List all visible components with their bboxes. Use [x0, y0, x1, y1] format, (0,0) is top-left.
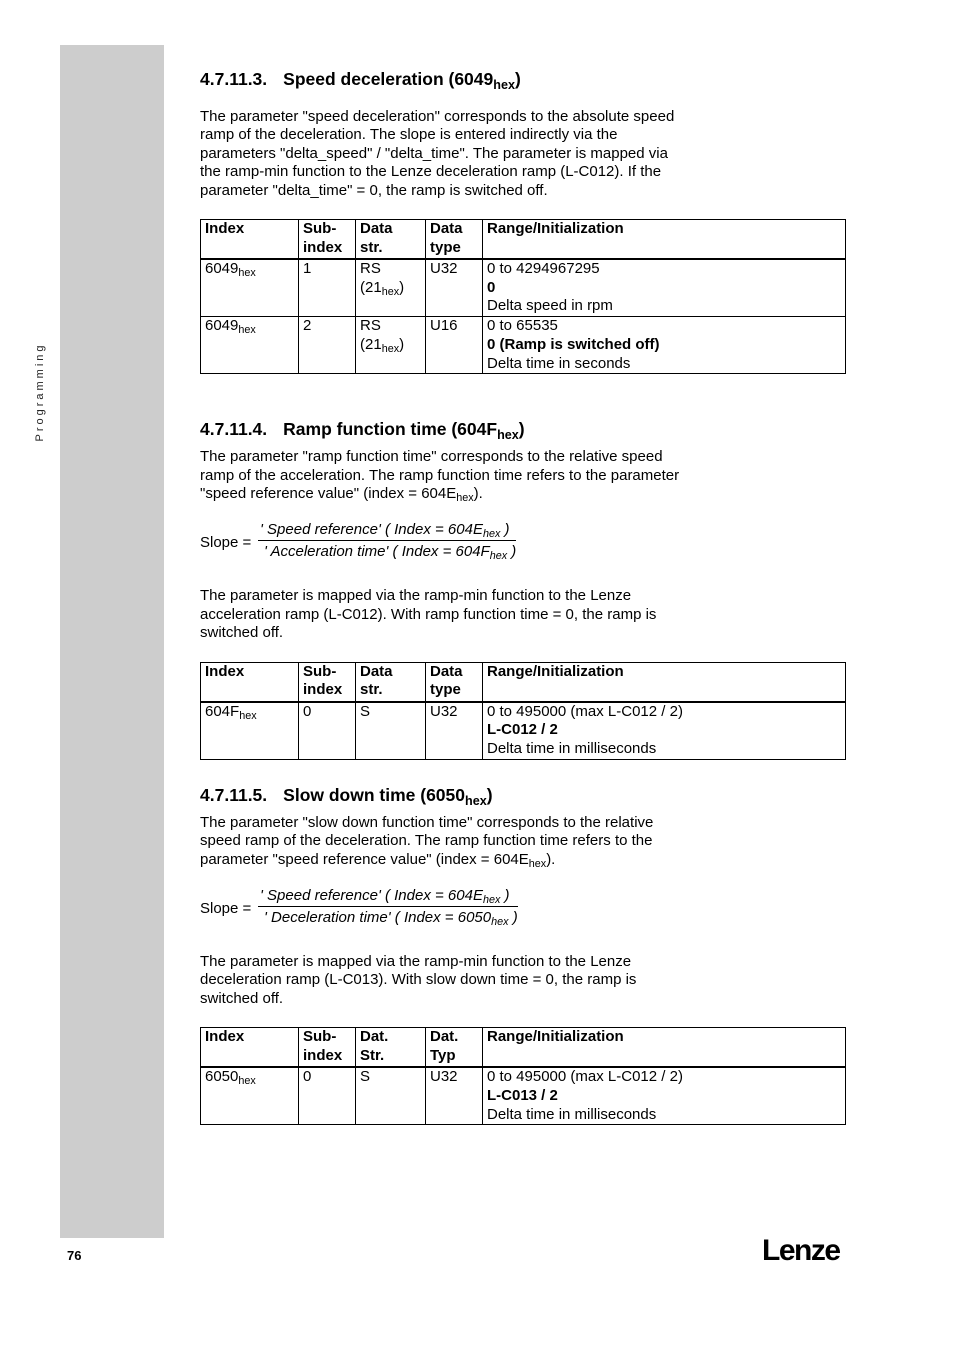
subindex-cell: 2 — [299, 317, 356, 374]
section-paragraph: The parameter is mapped via the ramp-min function to the Lenze deceleration ramp (L-C013). With slow down time = 0, the ramp is switched off. — [200, 953, 637, 1007]
sidebar-label: Programming — [34, 342, 46, 442]
table-row — [201, 259, 846, 317]
datatype-cell: U16 — [426, 317, 483, 374]
col-header-datastr: Data str. — [356, 220, 426, 260]
range-cell: 0 to 495000 (max L-C012 / 2) L-C012 / 2 Delta time in milliseconds — [483, 702, 846, 760]
datatype-cell: U32 — [426, 259, 483, 317]
section-heading: 4.7.11.5. Slow down time $(6050_{hex})$ — [200, 784, 493, 808]
index-cell: $6050_{hex}$ — [201, 1067, 299, 1125]
range-cell: 0 to 495000 (max L-C012 / 2) L-C013 / 2 Delta time in milliseconds — [483, 1067, 846, 1125]
page-content — [200, 66, 846, 1125]
parameter-table — [200, 219, 846, 374]
col-header-datatype: Data type — [426, 662, 483, 702]
col-header-datatype: Data type — [426, 220, 483, 260]
table-row — [201, 702, 846, 760]
section-heading: 4.7.11.4. Ramp function time $(604F_{hex})$ — [200, 419, 525, 443]
slope-formula — [200, 887, 846, 933]
datatype-cell: U32 — [426, 702, 483, 760]
datastr-cell: RS $(21_{hex})$ — [356, 317, 426, 374]
index-cell: $6049_{hex}$ — [201, 259, 299, 317]
fraction-bar — [258, 906, 518, 907]
index-cell: $6049_{hex}$ — [201, 317, 299, 374]
datastr-cell: S — [356, 702, 426, 760]
formula-numerator: ' Speed reference' ( Index = $604E_{hex}$ ) — [260, 887, 510, 907]
col-header-index: Index — [201, 220, 299, 260]
range-cell: 0 to 4294967295 0 Delta speed in rpm — [483, 259, 846, 317]
col-header-subindex: Sub- index — [299, 1028, 356, 1068]
col-header-index: Index — [201, 1028, 299, 1068]
page-number: 76 — [67, 1248, 82, 1263]
formula-numerator: ' Speed reference' ( Index = $604E_{hex}$ ) — [260, 521, 510, 541]
datastr-cell: S — [356, 1067, 426, 1125]
lenze-logo: Lenze — [762, 1234, 840, 1267]
subindex-cell: 0 — [299, 1067, 356, 1125]
subindex-cell: 0 — [299, 702, 356, 760]
datatype-cell: U32 — [426, 1067, 483, 1125]
datastr-cell: RS $(21_{hex})$ — [356, 259, 426, 317]
section-paragraph: The parameter "slow down function time" corresponds to the relative speed ramp of the deceleration. The ramp function time refers to the parameter "speed reference value" (index = $604E_{hex}$). — [200, 813, 654, 870]
col-header-datastr: Dat. Str. — [356, 1028, 426, 1068]
col-header-datastr: Data str. — [356, 662, 426, 702]
formula-denominator: ' Acceleration time' ( Index = $604F_{hex}$ ) — [264, 543, 517, 563]
section-paragraph: The parameter "speed deceleration" corresponds to the absolute speed ramp of the deceleration. The slope is entered indirectly via the parameters "delta_speed" / "delta_time". The parameter is mapped via the ramp-min function to the Lenze deceleration ramp (L-C012). If the parameter "delta_time" = 0, the ramp is switched off. — [200, 108, 675, 199]
section-paragraph: The parameter is mapped via the ramp-min function to the Lenze acceleration ramp (L-C012). With ramp function time = 0, the ramp is switched off. — [200, 587, 657, 642]
table-row — [201, 317, 846, 374]
col-header-subindex: Sub- index — [299, 220, 356, 260]
col-header-index: Index — [201, 662, 299, 702]
formula-lhs: Slope = — [200, 534, 252, 552]
fraction-bar — [258, 540, 516, 541]
subindex-cell: 1 — [299, 259, 356, 317]
col-header-subindex: Sub- index — [299, 662, 356, 702]
formula-lhs: Slope = — [200, 900, 252, 918]
section-heading: 4.7.11.3. Speed deceleration $(6049_{hex})$ — [200, 69, 521, 92]
formula-denominator: ' Deceleration time' ( Index = $6050_{hex}$ ) — [264, 909, 518, 929]
parameter-table — [200, 1027, 846, 1125]
table-row — [201, 1067, 846, 1125]
sidebar-band — [60, 45, 164, 1238]
col-header-range: Range/Initialization — [483, 1028, 846, 1068]
range-cell: 0 to 65535 0 (Ramp is switched off) Delta time in seconds — [483, 317, 846, 374]
slope-formula — [200, 521, 846, 567]
parameter-table — [200, 662, 846, 760]
col-header-range: Range/Initialization — [483, 662, 846, 702]
section-paragraph: The parameter "ramp function time" corresponds to the relative speed ramp of the acceleration. The ramp function time refers to the parameter "speed reference value" (index = $604E_{hex}$). — [200, 448, 680, 505]
col-header-range: Range/Initialization — [483, 220, 846, 260]
col-header-datatype: Dat. Typ — [426, 1028, 483, 1068]
index-cell: $604F_{hex}$ — [201, 702, 299, 760]
